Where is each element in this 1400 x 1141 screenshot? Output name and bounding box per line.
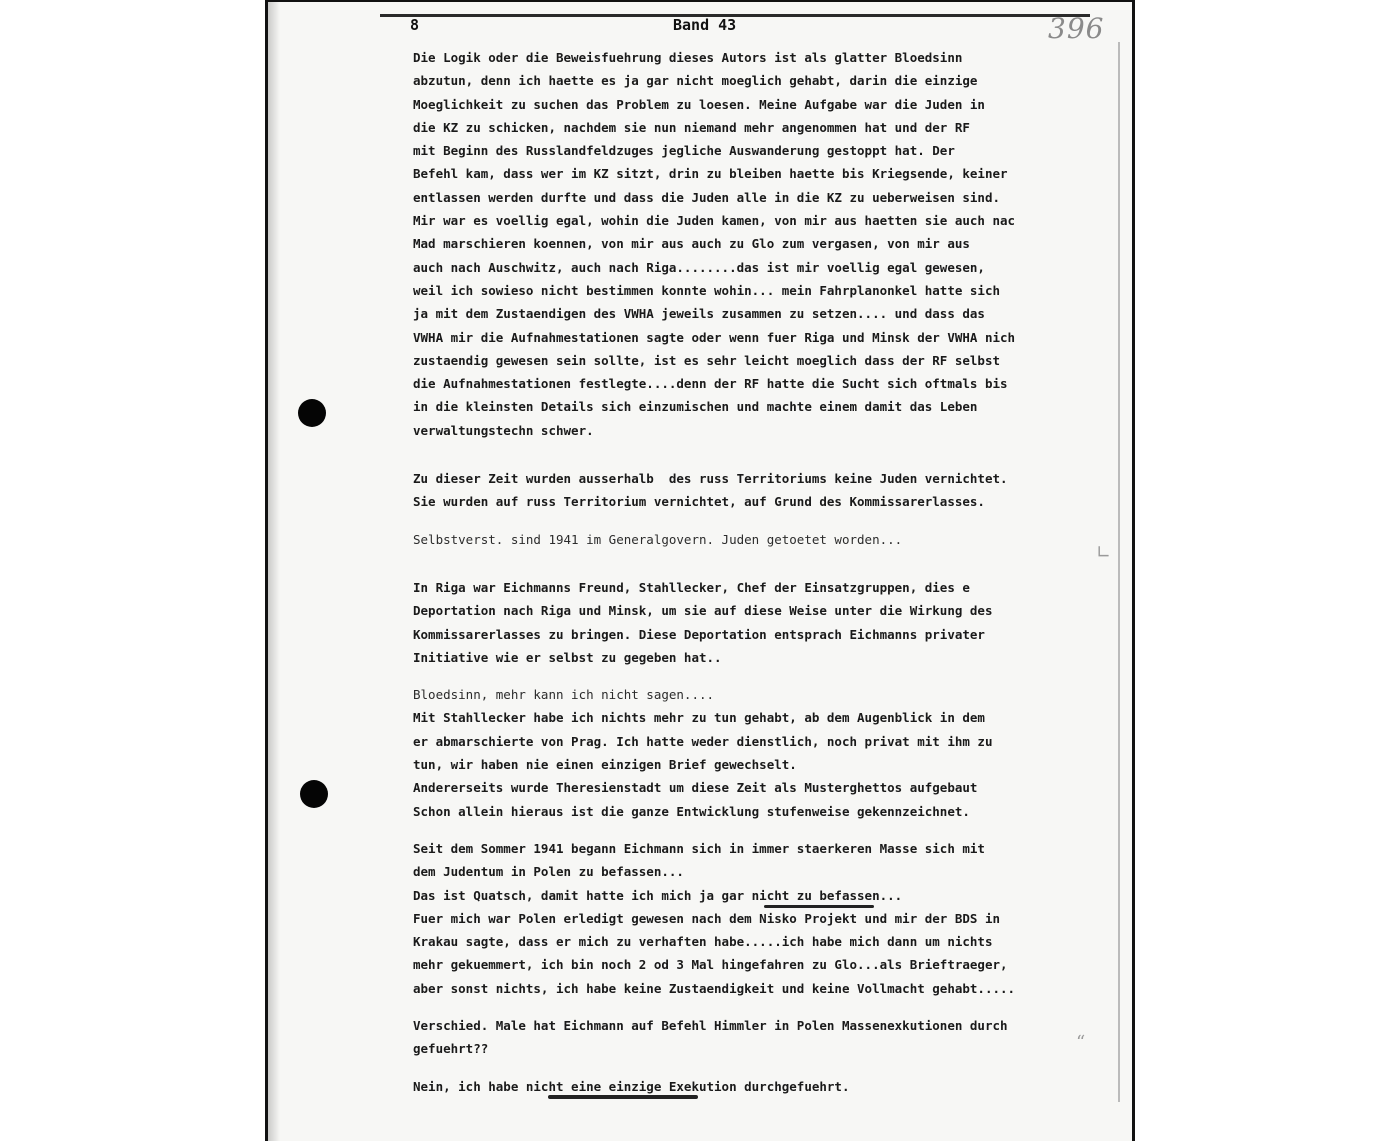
text-line: auch nach Auschwitz, auch nach Riga........das ist mir voellig egal gewesen, <box>413 259 985 275</box>
text-line: Zu dieser Zeit wurden ausserhalb des russ Territoriums keine Juden vernichtet. <box>413 471 1008 487</box>
text-line: Bloedsinn, mehr kann ich nicht sagen.... <box>413 687 715 703</box>
paragraph-gap <box>413 1000 1118 1014</box>
text-line: mehr gekuemmert, ich bin noch 2 od 3 Mal hingefahren zu Glo...als Brieftraeger, <box>413 957 1008 973</box>
document-body <box>413 46 1118 1098</box>
paragraph-gap <box>413 823 1118 837</box>
text-line: Die Logik oder die Beweisfuehrung dieses Autors ist als glatter Bloedsinn <box>413 50 963 65</box>
paragraph-gap <box>413 514 1118 528</box>
punch-hole <box>300 780 328 808</box>
archive-stamp-number: 396 <box>1048 12 1105 45</box>
text-line: Krakau sagte, dass er mich zu verhaften habe.....ich habe mich dann um nichts <box>413 934 993 950</box>
text-line: Seit dem Sommer 1941 begann Eichmann sich in immer staerkeren Masse sich mit <box>413 840 985 856</box>
text-line: VWHA mir die Aufnahmestationen sagte oder wenn fuer Riga und Minsk der VWHA nich <box>413 329 1016 345</box>
document-page <box>268 2 1132 1141</box>
text-line: weil ich sowieso nicht bestimmen konnte wohin... mein Fahrplanonkel hatte sich <box>413 282 1000 298</box>
punch-hole <box>298 399 326 427</box>
text-line: die Aufnahmestationen festlegte....denn der RF hatte die Sucht sich oftmals bis <box>413 376 1008 392</box>
text-line: tun, wir haben nie einen einzigen Brief gewechselt. <box>413 757 797 773</box>
paragraph-gap <box>413 442 1118 467</box>
handwritten-underline <box>548 1095 698 1099</box>
text-line: Nein, ich habe nicht eine einzige Exekution durchgefuehrt. <box>413 1078 850 1094</box>
text-line: Befehl kam, dass wer im KZ sitzt, drin zu bleiben haette bis Kriegsende, keiner <box>413 166 1008 182</box>
text-line: Mir war es voellig egal, wohin die Juden kamen, von mir aus haetten sie auch nac <box>413 213 1016 229</box>
page-number: 8 <box>410 16 420 34</box>
text-line: mit Beginn des Russlandfeldzuges jegliche Auswanderung gestoppt hat. Der <box>413 143 955 159</box>
text-line: Schon allein hieraus ist die ganze Entwicklung stufenweise gekennzeichnet. <box>413 803 970 819</box>
margin-mark: “ <box>1076 1032 1086 1053</box>
text-line: verwaltungstechn schwer. <box>413 422 594 438</box>
text-line: in die kleinsten Details sich einzumischen und machte einem damit das Leben <box>413 399 978 415</box>
text-line: zustaendig gewesen sein sollte, ist es sehr leicht moeglich dass der RF selbst <box>413 352 1000 368</box>
paragraph-gap <box>413 1061 1118 1075</box>
paragraph-gap <box>413 669 1118 683</box>
text-line: Moeglichkeit zu suchen das Problem zu loesen. Meine Aufgabe war die Juden in <box>413 96 985 112</box>
text-line: Verschied. Male hat Eichmann auf Befehl Himmler in Polen Massenexkutionen durch <box>413 1017 1008 1033</box>
text-line: ja mit dem Zustaendigen des VWHA jeweils zusammen zu setzen.... und dass das <box>413 306 985 322</box>
text-line: gefuehrt?? <box>413 1041 489 1057</box>
paper-edge-shadow <box>268 2 280 1141</box>
text-line: Initiative wie er selbst zu gegeben hat.. <box>413 649 722 665</box>
text-line: Kommissarerlasses zu bringen. Diese Deportation entsprach Eichmanns privater <box>413 626 985 642</box>
volume-label: Band 43 <box>673 16 737 34</box>
text-line: dem Judentum in Polen zu befassen... <box>413 864 684 880</box>
text-line: Andererseits wurde Theresienstadt um diese Zeit als Musterghettos aufgebaut <box>413 780 978 796</box>
text-line: aber sonst nichts, ich habe keine Zustaendigkeit und keine Vollmacht gehabt..... <box>413 980 1016 996</box>
text-line: entlassen werden durfte und dass die Juden alle in die KZ zu ueberweisen sind. <box>413 189 1000 205</box>
text-line: Sie wurden auf russ Territorium vernichtet, auf Grund des Kommissarerlasses. <box>413 494 985 510</box>
text-line: Deportation nach Riga und Minsk, um sie auf diese Weise unter die Wirkung des <box>413 603 993 619</box>
text-line: Fuer mich war Polen erledigt gewesen nach dem Nisko Projekt und mir der BDS in <box>413 910 1000 926</box>
text-line: Mad marschieren koennen, von mir aus auch zu Glo zum vergasen, von mir aus <box>413 236 970 252</box>
text-line: In Riga war Eichmanns Freund, Stahllecker, Chef der Einsatzgruppen, dies e <box>413 579 970 595</box>
text-line: Mit Stahllecker habe ich nichts mehr zu tun gehabt, ab dem Augenblick in dem <box>413 710 985 726</box>
right-margin-rule <box>1118 42 1120 1102</box>
text-line: Das ist Quatsch, damit hatte ich mich ja gar nicht zu befassen... <box>413 887 903 903</box>
handwritten-underline <box>764 905 874 908</box>
margin-mark: ∟ <box>1096 542 1112 563</box>
text-line: er abmarschierte von Prag. Ich hatte weder dienstlich, noch privat mit ihm zu <box>413 733 993 749</box>
text-line: Selbstverst. sind 1941 im Generalgovern. Juden getoetet worden... <box>413 531 903 547</box>
text-line: die KZ zu schicken, nachdem sie nun niemand mehr angenommen hat und der RF <box>413 119 970 135</box>
text-line: abzutun, denn ich haette es ja gar nicht moeglich gehabt, darin die einzige <box>413 73 978 89</box>
paragraph-gap <box>413 551 1118 576</box>
